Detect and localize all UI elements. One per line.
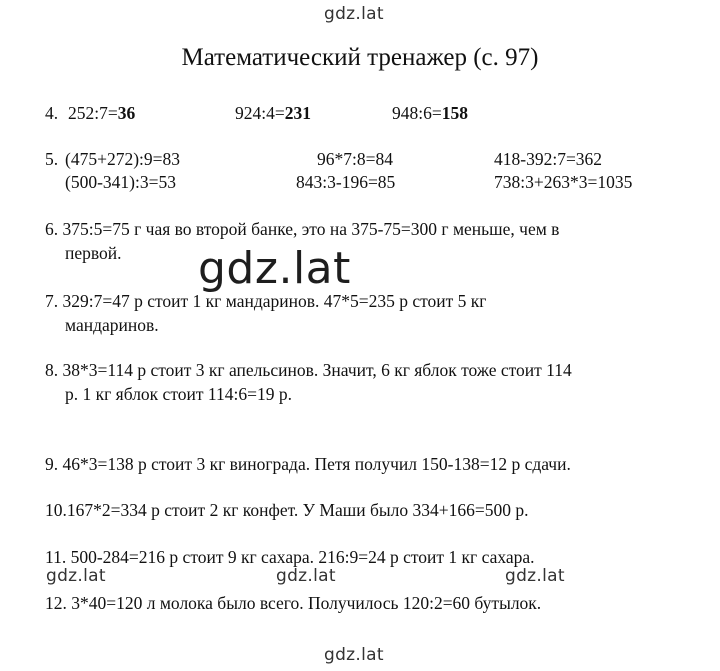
- task-5-expression: (500-341):3=53: [65, 172, 176, 192]
- page-title: Математический тренажер (с. 97): [181, 44, 539, 71]
- task-5-expression: (475+272):9=83: [65, 149, 181, 169]
- task-number: 4.: [45, 103, 59, 123]
- task-6-line-1: 6. 375:5=75 г чая во второй банке, это на 375-75=300 г меньше, чем в: [45, 219, 560, 239]
- watermark-top: gdz.lat: [324, 4, 384, 24]
- task-7-line-1: 7. 329:7=47 р стоит 1 кг мандаринов. 47*5=235 р стоит 5 кг: [45, 291, 487, 311]
- task-7-line-2: мандаринов.: [65, 315, 159, 335]
- task-5-expression: 843:3-196=85: [296, 172, 396, 192]
- task-number: 5.: [45, 149, 59, 169]
- task-5-expression: 738:3+263*3=1035: [494, 172, 633, 192]
- task-8-line-2: р. 1 кг яблок стоит 114:6=19 р.: [65, 384, 292, 404]
- watermark-bottom: gdz.lat: [324, 645, 384, 665]
- task-12: 12. 3*40=120 л молока было всего. Получилось 120:2=60 бутылок.: [45, 593, 542, 613]
- task-4-item: 924:4=231: [235, 103, 311, 123]
- task-9: 9. 46*3=138 р стоит 3 кг винограда. Петя получил 150-138=12 р сдачи.: [45, 454, 571, 474]
- task-8-line-1: 8. 38*3=114 р стоит 3 кг апельсинов. Значит, 6 кг яблок тоже стоит 114: [45, 360, 572, 380]
- task-4-item: 948:6=158: [392, 103, 468, 123]
- task-6-line-2: первой.: [65, 243, 122, 263]
- watermark-middle: gdz.lat: [276, 566, 336, 586]
- task-11: 11. 500-284=216 р стоит 9 кг сахара. 216:9=24 р стоит 1 кг сахара.: [45, 547, 535, 567]
- watermark-center: gdz.lat: [198, 243, 351, 294]
- watermark-left: gdz.lat: [46, 566, 106, 586]
- task-5-expression: 418-392:7=362: [494, 149, 603, 169]
- task-4-item: 252:7=36: [68, 103, 136, 123]
- watermark-right: gdz.lat: [505, 566, 565, 586]
- task-10: 10.167*2=334 р стоит 2 кг конфет. У Маши было 334+166=500 р.: [45, 500, 529, 520]
- task-5-expression: 96*7:8=84: [317, 149, 393, 169]
